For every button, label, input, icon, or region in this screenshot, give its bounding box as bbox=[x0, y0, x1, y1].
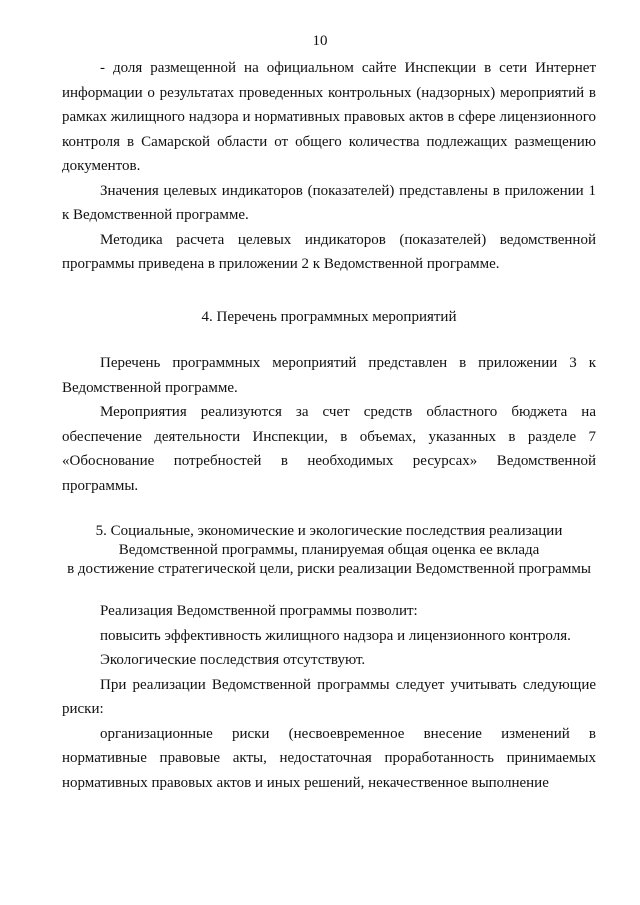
paragraph: организационные риски (несвоевременное внесение изменений в нормативные правовые акты, недостаточная проработанность принимаемых нормативных правовых актов и иных решений, некачественное выполнение bbox=[62, 725, 596, 791]
paragraph: Реализация Ведомственной программы позволит: bbox=[100, 603, 418, 619]
section-5-heading-line: в достижение стратегической цели, риски реализации Ведомственной программы bbox=[67, 561, 591, 577]
document-body bbox=[62, 56, 596, 795]
section-5-heading-line: Ведомственной программы, планируемая общая оценка ее вклада bbox=[118, 542, 540, 558]
paragraph: Экологические последствия отсутствуют. bbox=[100, 652, 366, 668]
page-number: 10 bbox=[312, 33, 328, 49]
section-5-heading bbox=[62, 522, 596, 579]
paragraph: - доля размещенной на официальном сайте Инспекции в сети Интернет информации о результатах проведенных контрольных (надзорных) мероприятий в рамках жилищного надзора и нормативных правовых актов в сфере лицензионного контроля в Самарской области от общего количества подлежащих размещению документов. bbox=[62, 60, 596, 174]
paragraph: повысить эффективность жилищного надзора и лицензионного контроля. bbox=[100, 627, 571, 644]
section-5-heading-line: 5. Социальные, экономические и экологические последствия реализации bbox=[95, 523, 563, 539]
section-4-heading: 4. Перечень программных мероприятий bbox=[201, 308, 457, 325]
paragraph: Значения целевых индикаторов (показателей) представлены в приложении 1 к Ведомственной программе. bbox=[62, 182, 596, 223]
paragraph: Мероприятия реализуются за счет средств областного бюджета на обеспечение деятельности Инспекции, в объемах, указанных в разделе 7 «Обоснование потребностей в необходимых ресурсах» Ведомственной программы. bbox=[62, 404, 596, 494]
paragraph: Перечень программных мероприятий представлен в приложении 3 к Ведомственной программе. bbox=[62, 355, 596, 396]
paragraph: При реализации Ведомственной программы следует учитывать следующие риски: bbox=[62, 676, 596, 717]
paragraph: Методика расчета целевых индикаторов (показателей) ведомственной программы приведена в приложении 2 к Ведомственной программе. bbox=[62, 231, 596, 272]
